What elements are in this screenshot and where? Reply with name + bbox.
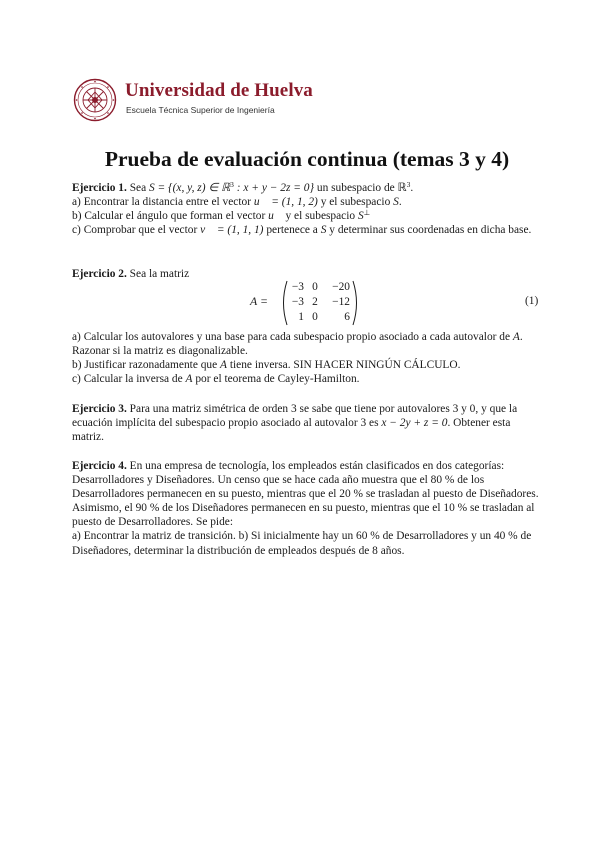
plane-equation: x − 2y + z = 0	[381, 417, 448, 430]
symbol-A: A	[185, 373, 193, 386]
vector-u: u⃗	[268, 210, 283, 223]
exercise-1-intro-b: un subespacio de ℝ	[314, 182, 407, 194]
period: .	[398, 196, 402, 209]
matrix-equation	[250, 280, 550, 326]
matrix-row	[286, 281, 352, 296]
matrix-cell: −3	[291, 296, 304, 308]
exercise-1-intro: Sea	[129, 182, 149, 194]
matrix-cell: 0	[312, 281, 318, 293]
text: b) Justificar razonadamente que	[72, 359, 221, 372]
exercise-4	[72, 459, 545, 558]
matrix-cell: −3	[291, 281, 304, 293]
perp-symbol: ⊥	[363, 208, 371, 218]
text: a) Calcular los autovalores y una base para cada subespacio propio asociado a cada autovalor de	[72, 331, 513, 343]
exercise-3-label: Ejercicio 3.	[72, 403, 127, 415]
matrix-cell: 0	[312, 311, 318, 323]
symbol-A: A	[220, 359, 227, 372]
exercise-4-parts: a) Encontrar la matriz de transición. b) Si inicialmente hay un 60 % de Desarrolladores y un 40 % de Diseñadores, determinar la distribución de empleados después de 8 años.	[72, 530, 532, 557]
exercise-2	[72, 267, 545, 281]
exercise-1	[72, 181, 545, 237]
set-condition: : x + y − 2z = 0}	[233, 182, 315, 194]
exercise-2-statement	[72, 267, 545, 281]
text: b) Calcular el ángulo que forman el vector	[72, 210, 269, 223]
exponent: 3	[406, 180, 411, 189]
set-definition: S = {(x, y, z) ∈ ℝ	[148, 182, 231, 194]
matrix-cell: 1	[298, 311, 304, 323]
text: Para una matriz simétrica de orden 3 se sabe que tiene por autovalores 3 y 0, y que la ecuación implícita del subespacio propio asociado al autovalor 3 es	[72, 403, 518, 430]
exercise-3-statement	[72, 402, 545, 444]
university-name: Universidad de Huelva	[125, 80, 313, 101]
vector-v: v⃗ = (1, 1, 1)	[200, 224, 264, 237]
vector-u: u⃗ = (1, 1, 2)	[253, 196, 318, 209]
exercise-2-part-c	[72, 372, 545, 386]
text: c) Comprobar que el vector	[72, 224, 201, 237]
text: pertenece a	[263, 224, 321, 237]
equation-number: (1)	[525, 295, 539, 307]
right-paren-icon	[352, 280, 360, 326]
exercise-1-part-c	[72, 223, 545, 237]
text: Sea la matriz	[126, 268, 190, 280]
text: . Razonar si la matriz es diagonalizable.	[72, 331, 523, 358]
symbol-S: S	[393, 196, 399, 209]
exercise-1-part-a	[72, 195, 545, 209]
exercise-1-part-b	[72, 209, 545, 223]
exercise-2-label: Ejercicio 2.	[72, 268, 127, 280]
text: y el subespacio	[317, 196, 394, 209]
text: tiene inversa. SIN HACER NINGÚN CÁLCULO.	[226, 359, 461, 372]
school-name: Escuela Técnica Superior de Ingeniería	[126, 105, 275, 115]
symbol-A: A	[512, 331, 520, 343]
symbol-S: S	[320, 224, 327, 237]
page-title: Prueba de evaluación continua (temas 3 y 4)	[104, 147, 510, 171]
matrix-row	[286, 311, 352, 326]
matrix-cell: −12	[332, 296, 350, 308]
university-logo	[73, 78, 313, 124]
exercise-2-part-a	[72, 330, 545, 358]
text: . Obtener esta matriz.	[72, 417, 511, 444]
text: y el subespacio	[282, 210, 358, 223]
matrix-cell: 6	[344, 311, 350, 323]
text: y determinar sus coordenadas en dicha base.	[326, 224, 532, 237]
exercise-2-parts	[72, 330, 545, 386]
exercise-1-statement	[72, 181, 545, 195]
exercise-1-label: Ejercicio 1.	[72, 182, 127, 194]
matrix-cell: −20	[332, 281, 350, 293]
text: c) Calcular la inversa de	[72, 373, 186, 386]
exercise-3	[72, 402, 545, 444]
symbol-S: S	[357, 210, 364, 223]
text: por el teorema de Cayley-Hamilton.	[192, 373, 360, 386]
matrix-cell: 2	[312, 296, 318, 308]
matrix-lhs: A =	[250, 294, 268, 308]
university-seal-icon	[73, 78, 117, 122]
exercise-2-part-b	[72, 358, 545, 372]
exercise-4-label: Ejercicio 4.	[72, 460, 127, 472]
exponent: 3	[230, 180, 234, 189]
matrix-row	[286, 296, 352, 311]
text: a) Encontrar la distancia entre el vector	[72, 196, 254, 209]
text: En una empresa de tecnología, los empleados están clasificados en dos categorías: Desarrolladores y Diseñadores. Un censo que se hace cada año muestra que el 80 % de los Desarrolladores permanecen en su puesto, mientras que el 20 % se trasladan al puesto de Diseñadores. Asimismo, el 90 % de los Diseñadores permanecen en su puesto, mientras que el 10 % se trasladan al puesto de Desarrolladores. Se pide:	[72, 460, 539, 529]
period: .	[410, 182, 414, 194]
exercise-4-statement	[72, 459, 545, 529]
